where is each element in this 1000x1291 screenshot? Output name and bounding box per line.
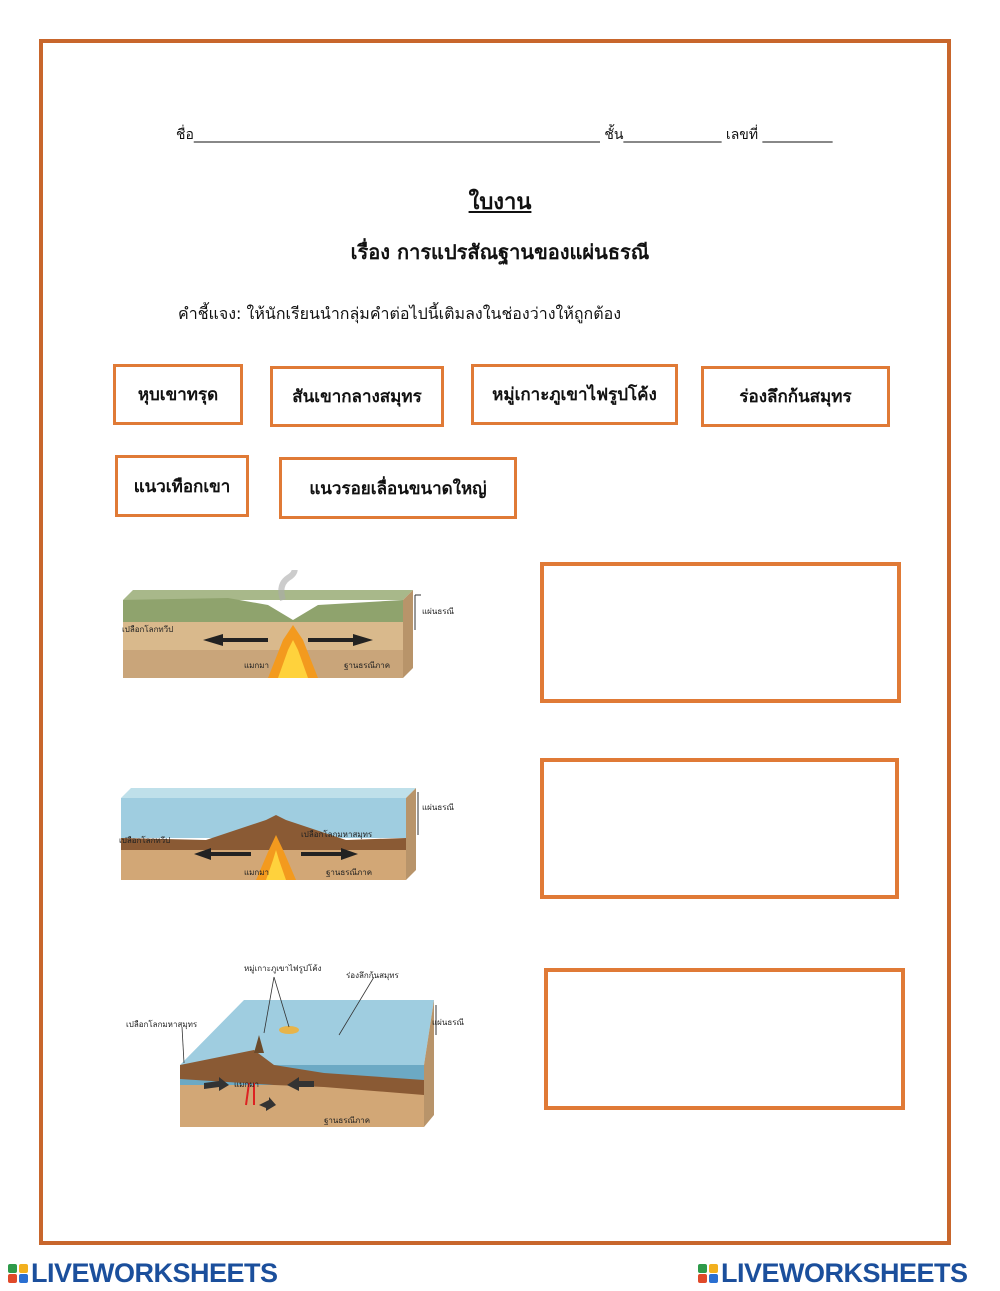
rift-valley-diagram <box>118 570 478 685</box>
diagram1-magma-label: แมกมา <box>244 661 270 670</box>
island-arc-diagram <box>124 955 484 1135</box>
diagram2-base-label: ฐานธรณีภาค <box>326 868 373 877</box>
class-blank[interactable]: ______________ <box>623 127 722 143</box>
liveworksheets-wordmark: LIVEWORKSHEETS <box>31 1258 278 1288</box>
number-label: เลขที่ <box>725 127 759 143</box>
diagram2-plate-label: แผ่นธรณี <box>422 803 454 812</box>
class-label: ชั้น <box>604 127 624 143</box>
word-chip-mountain-range[interactable]: แนวเทือกเขา <box>115 455 249 517</box>
diagram1-plate-label: แผ่นธรณี <box>422 607 454 616</box>
worksheet-title: ใบงาน <box>468 190 532 215</box>
liveworksheets-wordmark: LIVEWORKSHEETS <box>721 1258 968 1288</box>
liveworksheets-icon <box>698 1264 718 1284</box>
instruction-text: คำชี้แจง: ให้นักเรียนนำกลุ่มคำต่อไปนี้เติมลงในช่องว่างให้ถูกต้อง <box>178 304 622 323</box>
word-chip-rift-valley[interactable]: หุบเขาทรุด <box>113 364 243 425</box>
worksheet-subtitle: เรื่อง การแปรสัณฐานของแผ่นธรณี <box>350 240 650 264</box>
liveworksheets-icon <box>8 1264 28 1284</box>
diagram3-plate-label: แผ่นธรณี <box>432 1018 464 1027</box>
diagram3-arc-label: หมู่เกาะภูเขาไฟรูปโค้ง <box>244 964 322 973</box>
word-chip-mid-ocean-ridge[interactable]: สันเขากลางสมุทร <box>270 366 444 427</box>
word-chip-large-fault[interactable]: แนวรอยเลื่อนขนาดใหญ่ <box>279 457 517 519</box>
answer-box-1[interactable] <box>540 562 901 703</box>
diagram1-base-label: ฐานธรณีภาค <box>344 661 391 670</box>
diagram2-magma-label: แมกมา <box>244 868 270 877</box>
name-blank[interactable]: __________________________________________________________ <box>193 127 600 143</box>
answer-box-2[interactable] <box>540 758 899 899</box>
name-label: ชื่อ <box>176 127 194 143</box>
diagram2-crust-left-label: เปลือกโลกทวีป <box>119 836 171 845</box>
diagram3-crust-label: เปลือกโลกมหาสมุทร <box>126 1020 198 1029</box>
student-info-line <box>176 124 836 146</box>
answer-box-3[interactable] <box>544 968 905 1110</box>
diagram1-crust-label: เปลือกโลกทวีป <box>122 625 174 634</box>
mid-ocean-ridge-diagram <box>116 780 476 885</box>
word-chip-ocean-trench[interactable]: ร่องลึกก้นสมุทร <box>701 366 890 427</box>
liveworksheets-logo-left <box>8 1258 278 1289</box>
diagram3-base-label: ฐานธรณีภาค <box>324 1116 371 1125</box>
word-chip-volcanic-island-arc[interactable]: หมู่เกาะภูเขาไฟรูปโค้ง <box>471 364 678 425</box>
liveworksheets-logo-right <box>698 1258 968 1289</box>
diagram3-trench-label: ร่องลึกก้นสมุทร <box>346 971 399 980</box>
number-blank[interactable]: __________ <box>762 127 833 143</box>
diagram3-magma-label: แมกมา <box>234 1080 260 1089</box>
diagram2-crust-center-label: เปลือกโลกมหาสมุทร <box>301 830 373 839</box>
